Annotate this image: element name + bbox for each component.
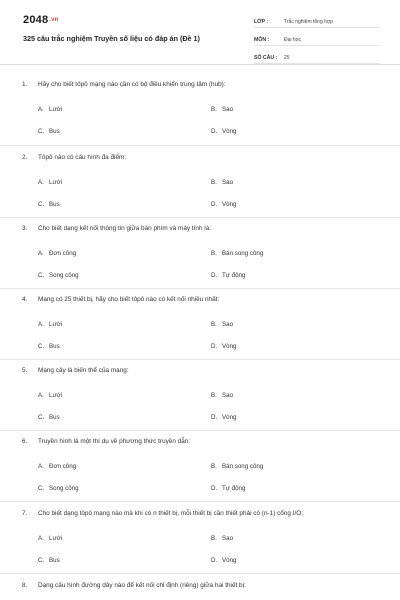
option-b[interactable]: B. Sao — [211, 179, 234, 186]
quiz-meta — [254, 13, 380, 67]
question-number: 1. — [22, 81, 28, 88]
question-text: Cho biết dạng tôpô mạng nào mà khi có n thiết bị, mỗi thiết bị cần thiết phải có (n-1) cổng I/O: — [38, 510, 304, 517]
page-title: 325 câu trắc nghiệm Truyền số liệu có đáp án (Đề 1) — [23, 34, 200, 43]
option-c[interactable]: C. Bus — [38, 557, 60, 564]
option-c[interactable]: C. Song công — [38, 272, 79, 279]
option-a[interactable]: A. Lưới — [38, 106, 63, 113]
question-text: Hãy cho biết tôpô mạng nào cần có bộ điều khiển trung tâm (hub): — [38, 81, 226, 88]
option-a[interactable]: A. Lưới — [38, 392, 63, 399]
meta-row-subject — [254, 31, 380, 46]
question-text: Mạng có 25 thiết bị, hãy cho biết tôpô nào có kết nối nhiều nhất: — [38, 296, 220, 303]
logo-tld: .vn — [49, 17, 59, 23]
question-stem — [22, 367, 129, 374]
option-d[interactable]: D. Vòng — [211, 557, 237, 564]
option-b[interactable]: B. Sao — [211, 535, 234, 542]
question-text: Dạng cấu hình đường dây nào để kết nối chỉ định (riêng) giữa hai thiết bị: — [38, 582, 246, 589]
meta-value: Trắc nghiệm tổng hợp — [284, 19, 333, 25]
meta-row-count — [254, 49, 380, 64]
question-divider — [0, 501, 400, 502]
site-logo[interactable] — [23, 14, 59, 26]
option-a[interactable]: A. Lưới — [38, 179, 63, 186]
question-divider — [0, 573, 400, 574]
question-stem — [22, 510, 303, 517]
question-stem — [22, 154, 126, 161]
logo-text: 2048 — [23, 14, 49, 26]
question-stem — [22, 438, 190, 445]
question-divider — [0, 359, 400, 360]
question-text: Mạng cây là biến thể của mạng: — [38, 367, 129, 374]
question-stem — [22, 225, 211, 232]
option-b[interactable]: B. Sao — [211, 106, 234, 113]
option-d[interactable]: D. Vòng — [211, 343, 237, 350]
header-divider — [0, 64, 400, 65]
option-a[interactable]: A. Đơn công — [38, 250, 77, 257]
meta-label: SỐ CÂU : — [254, 55, 278, 61]
meta-value: Đại học — [284, 37, 301, 43]
option-d[interactable]: D. Vòng — [211, 201, 237, 208]
question-divider — [0, 288, 400, 289]
question-stem — [22, 81, 226, 88]
question-text: Cho biết dạng kết nối thông tin giữa bàn phím và máy tính là: — [38, 225, 212, 232]
question-divider — [0, 217, 400, 218]
question-number: 8. — [22, 582, 28, 589]
option-d[interactable]: D. Tự động — [211, 485, 246, 492]
option-a[interactable]: A. Lưới — [38, 535, 63, 542]
option-b[interactable]: B. Bán song công — [211, 250, 264, 257]
option-a[interactable]: A. Đơn công — [38, 463, 77, 470]
meta-value: 25 — [284, 55, 290, 61]
meta-label: MÔN : — [254, 37, 270, 43]
question-text: Truyền hình là một thí dụ về phương thức truyền dẫn: — [38, 438, 191, 445]
question-number: 5. — [22, 367, 28, 374]
question-stem — [22, 582, 246, 589]
option-d[interactable]: D. Tự động — [211, 272, 246, 279]
option-d[interactable]: D. Vòng — [211, 128, 237, 135]
question-number: 7. — [22, 510, 28, 517]
question-divider — [0, 430, 400, 431]
option-b[interactable]: B. Sao — [211, 321, 234, 328]
option-a[interactable]: A. Lưới — [38, 321, 63, 328]
option-c[interactable]: C. Bus — [38, 201, 60, 208]
option-b[interactable]: B. Bán song công — [211, 463, 264, 470]
option-c[interactable]: C. Bus — [38, 414, 60, 421]
question-number: 2. — [22, 154, 28, 161]
question-stem — [22, 296, 219, 303]
option-c[interactable]: C. Bus — [38, 343, 60, 350]
question-number: 4. — [22, 296, 28, 303]
question-number: 6. — [22, 438, 28, 445]
option-c[interactable]: C. Bus — [38, 128, 60, 135]
option-b[interactable]: B. Sao — [211, 392, 234, 399]
option-c[interactable]: C. Song công — [38, 485, 79, 492]
question-number: 3. — [22, 225, 28, 232]
meta-row-class — [254, 13, 380, 28]
question-divider — [0, 145, 400, 146]
meta-label: LỚP : — [254, 19, 269, 25]
option-d[interactable]: D. Vòng — [211, 414, 237, 421]
question-text: Tôpô nào có cấu hình đa điểm: — [38, 154, 127, 161]
